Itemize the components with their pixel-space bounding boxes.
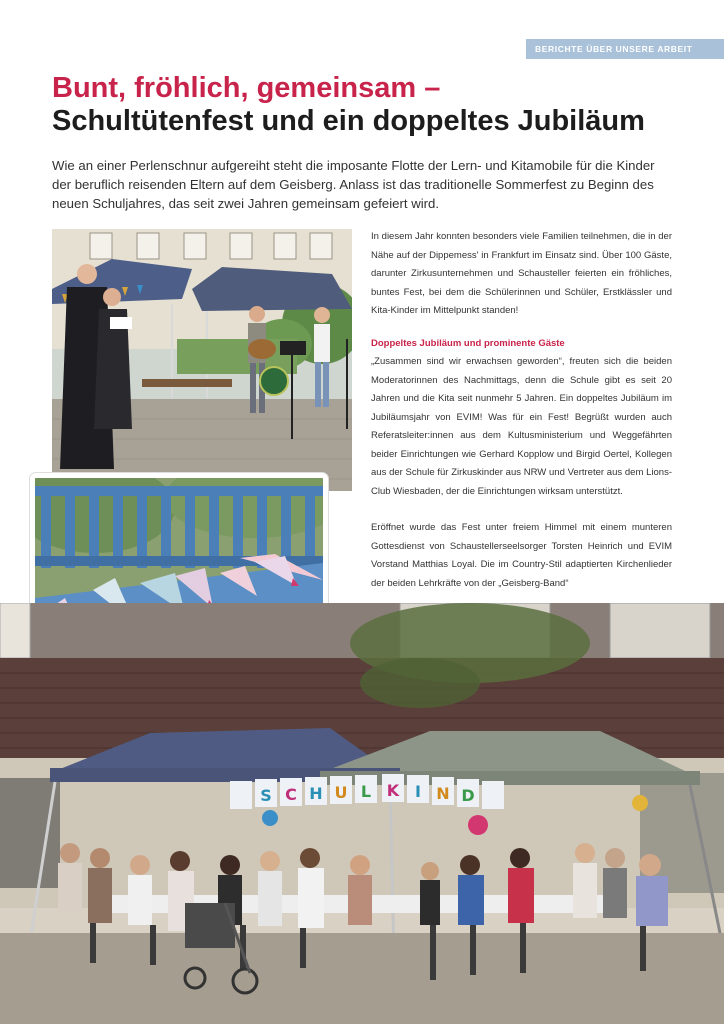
banner-letter-4: U [334, 783, 348, 802]
body-paragraph-1: In diesem Jahr konnten besonders viele Familien teilnehmen, die in der Nähe auf der Dippemess' in Frankfurt im Einsatz sind. Über 100 Gäste, darunter Zirkusunternehmen und Schausteller feierten ein fröhliches, buntes Fest, bei dem die Schülerinnen und Schüler, Erstklässler und Kita-Kinder im Mittelpunkt standen! [371, 231, 672, 316]
headline [52, 72, 712, 138]
lead-paragraph: Wie an einer Perlenschnur aufgereiht steht die imposante Flotte der Lern- und Kitamobile für die Kinder der beruflich reisenden Eltern auf dem Geisberg. Anlass ist das traditionelle Sommerfest zu Beginn des neuen Schuljahres, das seit zwei Jahren gemeinsam gefeiert wird. [52, 158, 655, 211]
section-tag: BERICHTE ÜBER UNSERE ARBEIT [526, 39, 724, 59]
banner-letter-5: L [360, 782, 372, 801]
body-text-column [371, 228, 672, 593]
banner-letter-7: I [415, 782, 421, 801]
subheading: Doppeltes Jubiläum und prominente Gäste [371, 337, 565, 349]
banner-letter-3: H [309, 784, 323, 803]
banner-letter-9: D [461, 786, 475, 805]
body-paragraph-2: „Zusammen sind wir erwachsen geworden“, freuten sich die beiden Moderatorinnen des Nachmittags, denn die Schule gibt es seit 20 Jahren und die Kita seit nunmehr 5 Jahren. Ein doppeltes Jubiläum im Jubiläumsjahr von EVIM! Was für ein Fest! Begrüßt wurden auch Referatsleiter:innen aus dem Kultusministerium und Weggefährten beider Einrichtungen wie Gerhard Kopplow und Birgid Oertel, Kollegen aus der Schule für Zirkuskinder aus NRW und Vertreter aus dem Lions-Club Wiesbaden, der die Einrichtungen wirksam unterstützt. [371, 356, 672, 497]
banner-letter-6: K [386, 781, 400, 800]
body-paragraph-3: Eröffnet wurde das Fest unter freiem Himmel mit einem munteren Gottesdienst von Schaustellerseelsorger Torsten Heinrich und EVIM Vorstand Matthias Loyal. Die im Country-Stil adaptierten Kirchenlieder der beiden Lehrkräfte von der „Geisberg-Band“ [371, 522, 672, 589]
banner-letter-8: N [436, 784, 450, 803]
photo-party-tents [0, 603, 724, 1024]
banner-letter-1: S [260, 786, 272, 805]
banner-letter-2: C [285, 785, 297, 804]
photo-outdoor-service [52, 229, 352, 491]
headline-line-1: Bunt, fröhlich, gemeinsam – [52, 72, 441, 104]
headline-line-2: Schultütenfest und ein doppeltes Jubiläum [52, 105, 645, 137]
